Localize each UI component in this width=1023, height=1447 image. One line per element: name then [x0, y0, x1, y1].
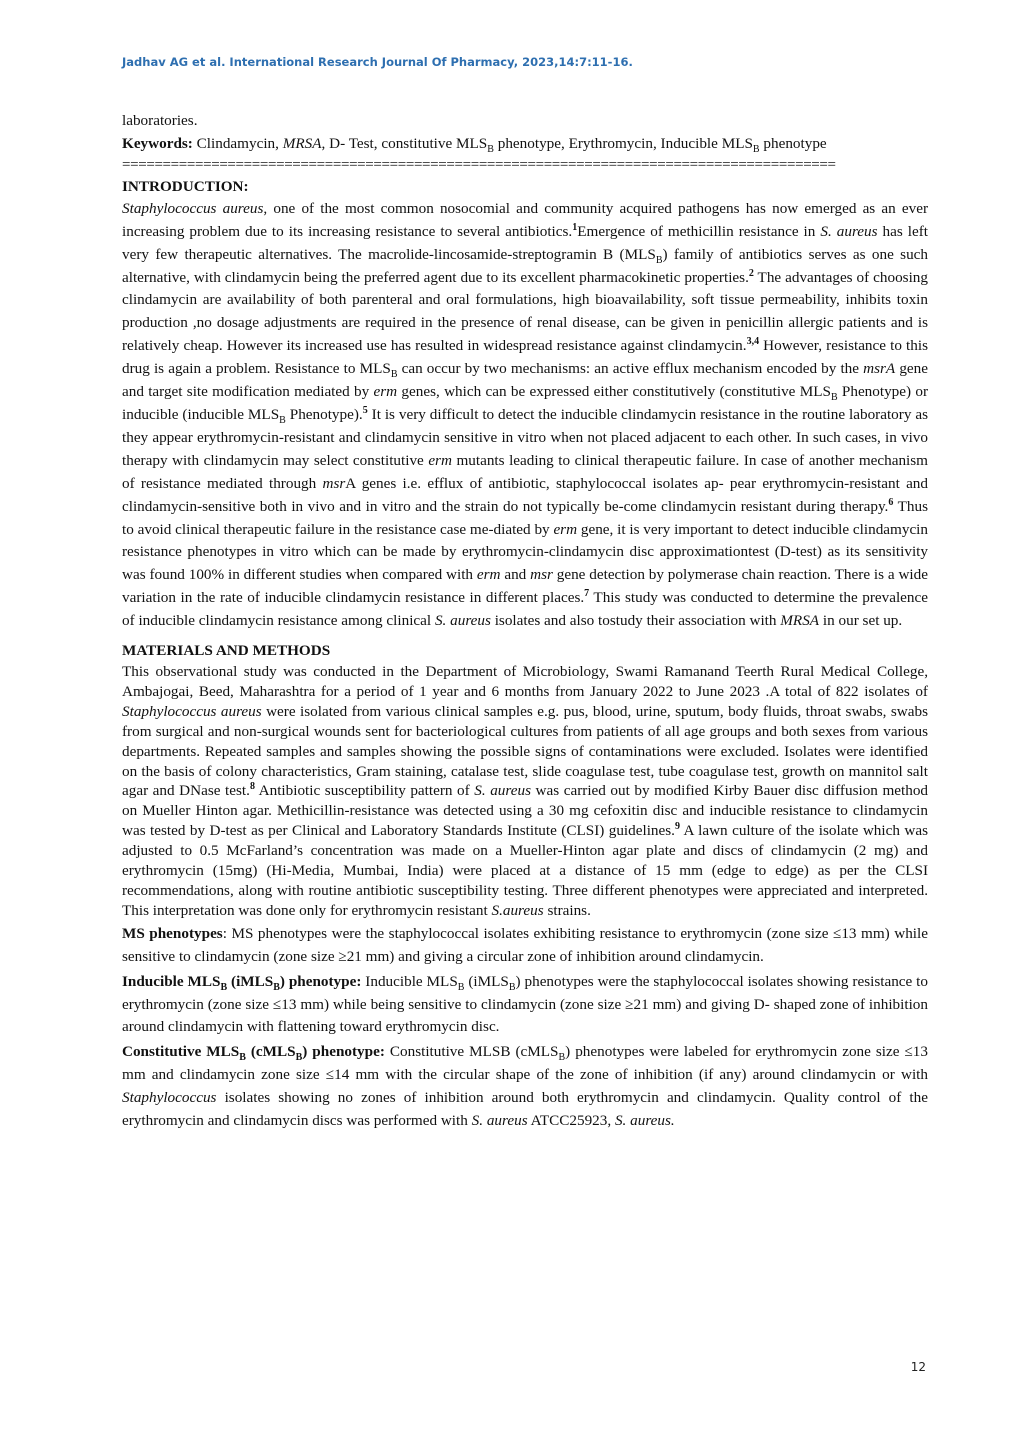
imlsb-phenotype-paragraph: Inducible $MLS_B$ (iMLS$_B$) phenotype: Inducible $MLS_B$ (iMLS$_B$) phenotypes were the staphylococcal isolates showing resistance to erythromycin (zone size ≤13 mm) while being sensitive to clindamycin (zone size ≥21 mm) and giving D- shaped zone of inhibition around clindamycin with flattening toward erythromycin disc. [122, 972, 928, 1036]
running-header: Jadhav AG et al. International Research Journal Of Pharmacy, 2023,14:7:11-16. [122, 55, 633, 69]
imlsb-phenotype-label: Inducible MLS [122, 972, 221, 990]
section-separator: ======================================================================================== [122, 156, 836, 173]
cmlsb-phenotype-label: Constitutive MLS [122, 1043, 240, 1061]
methods-heading: MATERIALS AND METHODS [122, 642, 331, 660]
article-body [122, 110, 928, 1133]
keywords-label: Keywords: [122, 134, 193, 152]
keywords-line: Keywords: Clindamycin, MRSA, D- Test, constitutive $MLS_B$ phenotype, Erythromycin, Inducible $MLS_B$ phenotype [122, 134, 827, 155]
page-number: 12 [910, 1360, 926, 1374]
methods-paragraph: This observational study was conducted in the Department of Microbiology, Swami Ramanand Teerth Rural Medical College, Ambajogai, Beed, Maharashtra for a period of 1 year and 6 months from January 2022 to June 2023 .A total of 822 isolates of Staphylococcus aureus were isolated from various clinical samples e.g. pus, blood, urine, sputum, body fluids, throat swabs, swabs from surgical and non-surgical wounds sent for bacteriological cultures from patients of all age groups and both sexes from various departments. Repeated samples and samples showing the possible signs of contaminations were excluded. Isolates were identified on the basis of colony characteristics, Gram staining, catalase test, slide coagulase test, tube coagulase test, growth on mannitol salt agar and DNase test.$^8$ Antibiotic susceptibility pattern of S. aureus was carried out by modified Kirby Bauer disc diffusion method on Mueller Hinton agar. Methicillin-resistance was detected using a 30 mg cefoxitin disc and inducible resistance to clindamycin was tested by D-test as per Clinical and Laboratory Standards Institute (CLSI) guidelines.$^9$ A lawn culture of the isolate which was adjusted to 0.5 McFarland’s concentration was made on a Mueller-Hinton agar plate and discs of clindamycin (2 mg) and erythromycin (15mg) (Hi-Media, Mumbai, India) were placed at a distance of 15 mm (edge to edge) as per the CLSI recommendations, along with routine antibiotic susceptibility testing. Three different phenotypes were appreciated and interpreted. This interpretation was done only for erythromycin resistant S.aureus strains. [122, 663, 929, 919]
ms-phenotype-paragraph: MS phenotypes: MS phenotypes were the staphylococcal isolates exhibiting resistance to erythromycin (zone size ≤13 mm) while sensitive to clindamycin (zone size ≥21 mm) and giving a circular zone of inhibition around clindamycin. [122, 924, 928, 965]
introduction-heading: INTRODUCTION: [122, 177, 249, 195]
ms-phenotype-label: MS phenotypes [122, 924, 223, 942]
cmlsb-phenotype-paragraph: Constitutive $MLS_B$ (cMLS$_B$) phenotype: Constitutive MLSB (cMLS$_B$) phenotypes were labeled for erythromycin zone size ≤13 mm and clindamycin zone size ≤14 mm with the circular shape of the zone of inhibition (if any) around clindamycin or with Staphylococcus isolates showing no zones of inhibition around both erythromycin and clindamycin. Quality control of the erythromycin and clindamycin discs was performed with S. aureus ATCC25923, S. aureus. [122, 1043, 928, 1130]
continued-text: laboratories. [122, 112, 198, 129]
introduction-paragraph: Staphylococcus aureus, one of the most common nosocomial and community acquired pathogens has now emerged as an ever increasing problem due to its increasing resistance to several antibiotics.$^1$Emergence of methicillin resistance in S. aureus has left very few therapeutic alternatives. The macrolide-lincosamide-streptogramin B $(MLS_B)$ family of antibiotics serves as one such alternative, with clindamycin being the preferred agent due to its excellent pharmacokinetic properties.$^2$ The advantages of choosing clindamycin are availability of both parenteral and oral formulations, high bioavailability, soft tissue permeability, inhibits toxin production ,no dosage adjustments are required in the presence of renal disease, can be given in penicillin allergic patients and is relatively cheap. However its increased use has resulted in widespread resistance against clindamycin.$^{3,4}$ However, resistance to this drug is again a problem. Resistance to $MLS_B$ can occur by two mechanisms: an active efflux mechanism encoded by the msrA gene and target site modification mediated by erm genes, which can be expressed either constitutively (constitutive $MLS_B$ Phenotype) or inducible (inducible $MLS_B$ Phenotype).$^5$ It is very difficult to detect the inducible clindamycin resistance in the routine laboratory as they appear erythromycin-resistant and clindamycin sensitive in vitro when not placed adjacent to each other. In such cases, in vivo therapy with clindamycin may select constitutive erm mutants leading to clinical therapeutic failure. In case of another mechanism of resistance mediated through msrA genes i.e. efflux of antibiotic, staphylococcal isolates ap- pear erythromycin-resistant and clindamycin-sensitive both in vivo and in vitro and the strain do not typically be-come clindamycin resistant during therapy.$^6$ Thus to avoid clinical therapeutic failure in the resistance case me-diated by erm gene, it is very important to detect inducible clindamycin resistance phenotypes in vitro which can be made by erythromycin-clindamycin disc approximationtest (D-test) as its sensitivity was found 100% in different studies when compared with erm and msr gene detection by polymerase chain reaction. There is a wide variation in the rate of inducible clindamycin resistance in different places.$^7$ This study was conducted to determine the prevalence of inducible clindamycin resistance among clinical S. aureus isolates and also tostudy their association with MRSA in our set up. [122, 199, 929, 630]
